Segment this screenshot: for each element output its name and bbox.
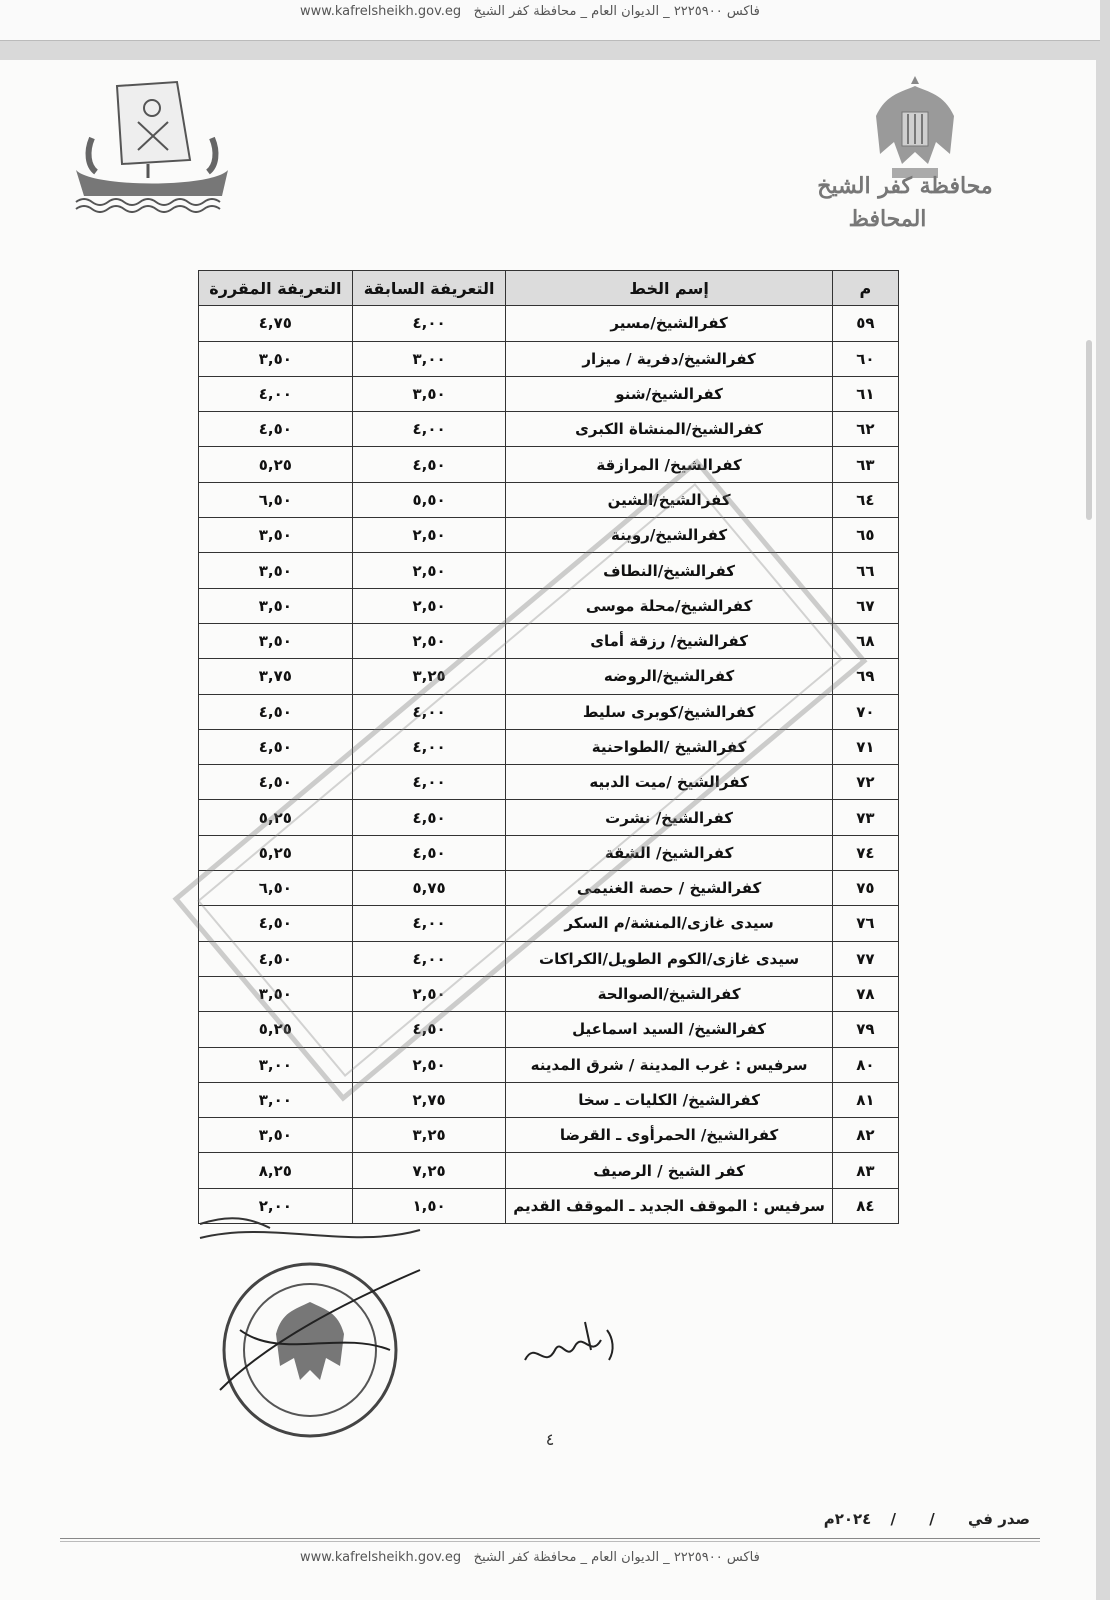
line-name-cell: سرفيس : الموقف الجديد ـ الموقف القديم (506, 1188, 832, 1223)
row-number-cell: ٦٧ (832, 588, 898, 623)
line-name-cell: كفرالشيخ/روينة (506, 518, 832, 553)
row-number-cell: ٦٤ (832, 482, 898, 517)
header-previous-tariff: التعريفة السابقة (352, 271, 506, 306)
table-row (199, 306, 899, 341)
previous-tariff-cell: ٣,٥٠ (352, 376, 506, 411)
issued-separator-1: / (929, 1510, 935, 1528)
line-name-cell: كفرالشيخ/الشين (506, 482, 832, 517)
previous-tariff-cell: ٤,٥٠ (352, 835, 506, 870)
previous-tariff-cell: ٣,٠٠ (352, 341, 506, 376)
table-row (199, 553, 899, 588)
new-tariff-cell: ٤,٧٥ (199, 306, 353, 341)
row-number-cell: ٧٢ (832, 765, 898, 800)
scrollbar-thumb[interactable] (1086, 340, 1092, 520)
previous-page-footer (300, 4, 760, 19)
footer-text: فاكس ٢٢٢٥٩٠٠ _ الديوان العام _ محافظة كفر الشيخ (473, 1550, 760, 1565)
table-row (199, 341, 899, 376)
table-row (199, 906, 899, 941)
row-number-cell: ٦٣ (832, 447, 898, 482)
line-name-cell: سيدى غازى/المنشة/م السكر (506, 906, 832, 941)
row-number-cell: ٦٨ (832, 623, 898, 658)
new-tariff-cell: ٣,٠٠ (199, 1047, 353, 1082)
previous-tariff-cell: ١,٥٠ (352, 1188, 506, 1223)
row-number-cell: ٨٤ (832, 1188, 898, 1223)
table-row (199, 659, 899, 694)
line-name-cell: كفرالشيخ / حصة الغنيمى (506, 871, 832, 906)
new-tariff-cell: ٣,٥٠ (199, 518, 353, 553)
row-number-cell: ٧٦ (832, 906, 898, 941)
new-tariff-cell: ٣,٥٠ (199, 976, 353, 1011)
row-number-cell: ٦٢ (832, 412, 898, 447)
row-number-cell: ٧٤ (832, 835, 898, 870)
row-number-cell: ٧٣ (832, 800, 898, 835)
table-row (199, 623, 899, 658)
table-row (199, 765, 899, 800)
line-name-cell: كفرالشيخ/ رزقة أماى (506, 623, 832, 658)
page-number: ٤ (545, 1430, 555, 1449)
header-num: م (832, 271, 898, 306)
row-number-cell: ٦١ (832, 376, 898, 411)
new-tariff-cell: ٦,٥٠ (199, 871, 353, 906)
new-tariff-cell: ٤,٥٠ (199, 729, 353, 764)
new-tariff-cell: ٥,٢٥ (199, 835, 353, 870)
previous-footer-website: www.kafrelsheikh.gov.eg (300, 4, 462, 19)
previous-tariff-cell: ٢,٥٠ (352, 976, 506, 1011)
line-name-cell: كفرالشيخ/المنشاة الكبرى (506, 412, 832, 447)
previous-tariff-cell: ٢,٥٠ (352, 553, 506, 588)
row-number-cell: ٧٥ (832, 871, 898, 906)
line-name-cell: كفرالشيخ/ الحمرأوى ـ القرضا (506, 1118, 832, 1153)
line-name-cell: كفرالشيخ /الطواحنية (506, 729, 832, 764)
row-number-cell: ٧٠ (832, 694, 898, 729)
new-tariff-cell: ٥,٢٥ (199, 1012, 353, 1047)
previous-tariff-cell: ٤,٠٠ (352, 412, 506, 447)
table-row (199, 1047, 899, 1082)
row-number-cell: ٦٩ (832, 659, 898, 694)
new-tariff-cell: ٥,٢٥ (199, 447, 353, 482)
row-number-cell: ٦٦ (832, 553, 898, 588)
table-row (199, 482, 899, 517)
egypt-eagle-emblem-icon (872, 72, 958, 184)
table-row (199, 729, 899, 764)
line-name-cell: سرفيس : غرب المدينة / شرق المدينه (506, 1047, 832, 1082)
previous-tariff-cell: ٤,٥٠ (352, 447, 506, 482)
new-tariff-cell: ٤,٠٠ (199, 376, 353, 411)
table-row (199, 518, 899, 553)
new-tariff-cell: ٣,٥٠ (199, 341, 353, 376)
new-tariff-cell: ٣,٥٠ (199, 588, 353, 623)
line-name-cell: كفرالشيخ/دفرية / ميزار (506, 341, 832, 376)
new-tariff-cell: ٤,٥٠ (199, 906, 353, 941)
table-row (199, 976, 899, 1011)
table-row (199, 1118, 899, 1153)
table-header-row (199, 271, 899, 306)
issued-separator-2: / (890, 1510, 897, 1528)
table-row (199, 835, 899, 870)
issued-label: صدر في (967, 1510, 1030, 1528)
line-name-cell: سيدى غازى/الكوم الطويل/الكراكات (506, 941, 832, 976)
previous-tariff-cell: ٢,٧٥ (352, 1082, 506, 1117)
previous-tariff-cell: ٣,٢٥ (352, 659, 506, 694)
table-row (199, 376, 899, 411)
previous-tariff-cell: ٤,٥٠ (352, 1012, 506, 1047)
footer-divider (60, 1538, 1040, 1539)
previous-tariff-cell: ٤,٥٠ (352, 800, 506, 835)
new-tariff-cell: ٣,٧٥ (199, 659, 353, 694)
previous-tariff-cell: ٢,٥٠ (352, 588, 506, 623)
row-number-cell: ٦٠ (832, 341, 898, 376)
previous-tariff-cell: ٢,٥٠ (352, 1047, 506, 1082)
new-tariff-cell: ٣,٠٠ (199, 1082, 353, 1117)
kafr-elsheikh-boat-logo-icon (72, 78, 232, 213)
previous-tariff-cell: ٧,٢٥ (352, 1153, 506, 1188)
line-name-cell: كفرالشيخ /ميت الدبيه (506, 765, 832, 800)
issued-year: ٢٠٢٤م (823, 1510, 872, 1528)
previous-tariff-cell: ٣,٢٥ (352, 1118, 506, 1153)
previous-tariff-cell: ٥,٧٥ (352, 871, 506, 906)
line-name-cell: كفرالشيخ/ السيد اسماعيل (506, 1012, 832, 1047)
row-number-cell: ٧١ (832, 729, 898, 764)
table-row (199, 447, 899, 482)
row-number-cell: ٨٢ (832, 1118, 898, 1153)
footer-divider-secondary (60, 1541, 1040, 1542)
header-line-name: إسم الخط (506, 271, 832, 306)
table-row (199, 1012, 899, 1047)
official-seal-icon (190, 1210, 450, 1450)
table-row (199, 941, 899, 976)
line-name-cell: كفرالشيخ/ المرازقة (506, 447, 832, 482)
previous-tariff-cell: ٤,٠٠ (352, 306, 506, 341)
row-number-cell: ٨٠ (832, 1047, 898, 1082)
issued-date-line (823, 1510, 1030, 1528)
table-row (199, 1082, 899, 1117)
line-name-cell: كفرالشيخ/شنو (506, 376, 832, 411)
header-new-tariff: التعريفة المقررة (199, 271, 353, 306)
row-number-cell: ٨٣ (832, 1153, 898, 1188)
new-tariff-cell: ٣,٥٠ (199, 1118, 353, 1153)
page-footer (300, 1550, 760, 1565)
line-name-cell: كفرالشيخ/مسير (506, 306, 832, 341)
line-name-cell: كفرالشيخ/النطاف (506, 553, 832, 588)
previous-tariff-cell: ٤,٠٠ (352, 729, 506, 764)
table-row (199, 694, 899, 729)
new-tariff-cell: ٦,٥٠ (199, 482, 353, 517)
line-name-cell: كفرالشيخ/ نشرت (506, 800, 832, 835)
new-tariff-cell: ٢,٠٠ (199, 1188, 353, 1223)
line-name-cell: كفرالشيخ/ الشقة (506, 835, 832, 870)
previous-tariff-cell: ٤,٠٠ (352, 694, 506, 729)
line-name-cell: كفرالشيخ/الروضه (506, 659, 832, 694)
table-row (199, 1153, 899, 1188)
row-number-cell: ٧٨ (832, 976, 898, 1011)
row-number-cell: ٨١ (832, 1082, 898, 1117)
new-tariff-cell: ٤,٥٠ (199, 765, 353, 800)
previous-footer-text: فاكس ٢٢٢٥٩٠٠ _ الديوان العام _ محافظة كفر الشيخ (473, 4, 760, 19)
line-name-cell: كفرالشيخ/ الكليات ـ سخا (506, 1082, 832, 1117)
governorate-name: محافظة كفر الشيخ (817, 173, 993, 199)
previous-page-edge (0, 0, 1100, 41)
new-tariff-cell: ٥,٢٥ (199, 800, 353, 835)
line-name-cell: كفرالشيخ/محلة موسى (506, 588, 832, 623)
table-row (199, 871, 899, 906)
document-page (0, 60, 1096, 1600)
line-name-cell: كفر الشيخ / الرصيف (506, 1153, 832, 1188)
new-tariff-cell: ٤,٥٠ (199, 694, 353, 729)
signature-icon (515, 1310, 625, 1380)
line-name-cell: كفرالشيخ/كوبرى سليط (506, 694, 832, 729)
previous-tariff-cell: ٢,٥٠ (352, 518, 506, 553)
table-row (199, 412, 899, 447)
table-row (199, 800, 899, 835)
previous-tariff-cell: ٤,٠٠ (352, 765, 506, 800)
new-tariff-cell: ٤,٥٠ (199, 941, 353, 976)
new-tariff-cell: ٤,٥٠ (199, 412, 353, 447)
transport-tariff-table (198, 270, 899, 1224)
new-tariff-cell: ٣,٥٠ (199, 623, 353, 658)
row-number-cell: ٦٥ (832, 518, 898, 553)
previous-tariff-cell: ٤,٠٠ (352, 941, 506, 976)
previous-tariff-cell: ٥,٥٠ (352, 482, 506, 517)
new-tariff-cell: ٨,٢٥ (199, 1153, 353, 1188)
row-number-cell: ٧٧ (832, 941, 898, 976)
governor-title: المحافظ (848, 206, 927, 232)
previous-tariff-cell: ٢,٥٠ (352, 623, 506, 658)
row-number-cell: ٧٩ (832, 1012, 898, 1047)
new-tariff-cell: ٣,٥٠ (199, 553, 353, 588)
footer-website: www.kafrelsheikh.gov.eg (300, 1550, 462, 1565)
table-row (199, 588, 899, 623)
line-name-cell: كفرالشيخ/الصوالحة (506, 976, 832, 1011)
row-number-cell: ٥٩ (832, 306, 898, 341)
previous-tariff-cell: ٤,٠٠ (352, 906, 506, 941)
